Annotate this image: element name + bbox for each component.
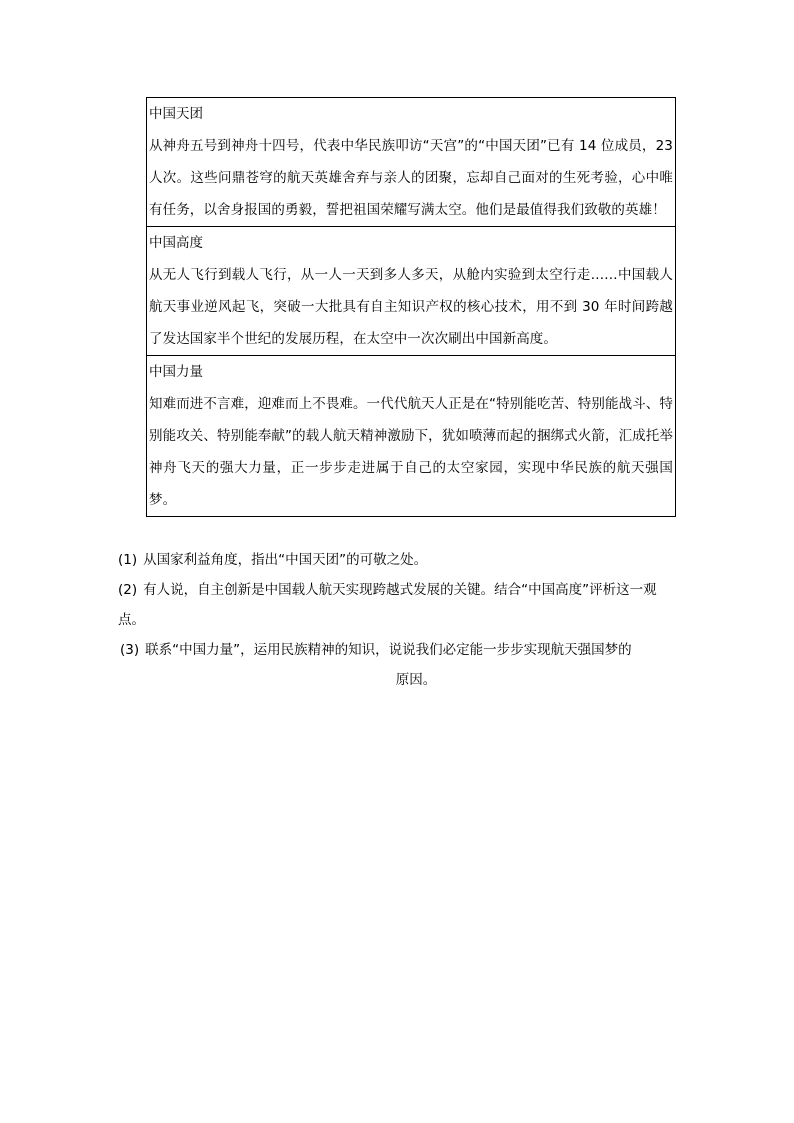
section-body: 从无人飞行到载人飞行，从一人一天到多人多天，从舱内实验到太空行走……中国载人航天事业逆风起飞，突破一大批具有自主知识产权的核心技术，用不到 30 年时间跨越了发达国家半个世纪的发展历程，在太空中一次次刷出中国新高度。 xyxy=(149,267,673,347)
question-line xyxy=(118,635,678,665)
question-list xyxy=(118,545,678,695)
table-row xyxy=(147,227,676,356)
question-number: (1) xyxy=(118,552,138,568)
section-cell-gaodu xyxy=(147,227,676,356)
section-title: 中国高度 xyxy=(149,235,203,251)
question-item xyxy=(118,545,678,575)
section-body: 从神舟五号到神舟十四号，代表中华民族叩访“天宫”的“中国天团”已有 14 位成员，23 人次。这些问鼎苍穹的航天英雄舍弃与亲人的团聚，忘却自己面对的生死考验，心中唯有任务，以舍身报国的勇毅，誓把祖国荣耀写满太空。他们是最值得我们致敬的英雄！ xyxy=(149,138,673,218)
question-number: (2) xyxy=(118,582,138,598)
table-row xyxy=(147,356,676,517)
question-item xyxy=(118,575,678,635)
question-item xyxy=(118,635,678,695)
question-text: 有人说，自主创新是中国载人航天实现跨越式发展的关键。结合“中国高度”评析这一观点。 xyxy=(118,582,657,628)
question-number: (3) xyxy=(120,642,140,658)
material-table xyxy=(146,97,676,517)
question-text: 从国家利益角度，指出“中国天团”的可敬之处。 xyxy=(143,552,428,568)
question-text: 联系“中国力量”，运用民族精神的知识，说说我们必定能一步步实现航天强国梦的 xyxy=(145,642,632,658)
table-row xyxy=(147,98,676,227)
section-cell-tiantuan xyxy=(147,98,676,227)
section-cell-liliang xyxy=(147,356,676,517)
section-title: 中国力量 xyxy=(149,364,203,380)
section-body: 知难而进不言难，迎难而上不畏难。一代代航天人正是在“特别能吃苦、特别能战斗、特别能攻关、特别能奉献”的载人航天精神激励下，犹如喷薄而起的捆绑式火箭，汇成托举神舟飞天的强大力量，正一步步走进属于自己的太空家园，实现中华民族的航天强国梦。 xyxy=(149,396,673,508)
question-text-continuation: 原因。 xyxy=(395,672,437,688)
section-title: 中国天团 xyxy=(149,106,203,122)
